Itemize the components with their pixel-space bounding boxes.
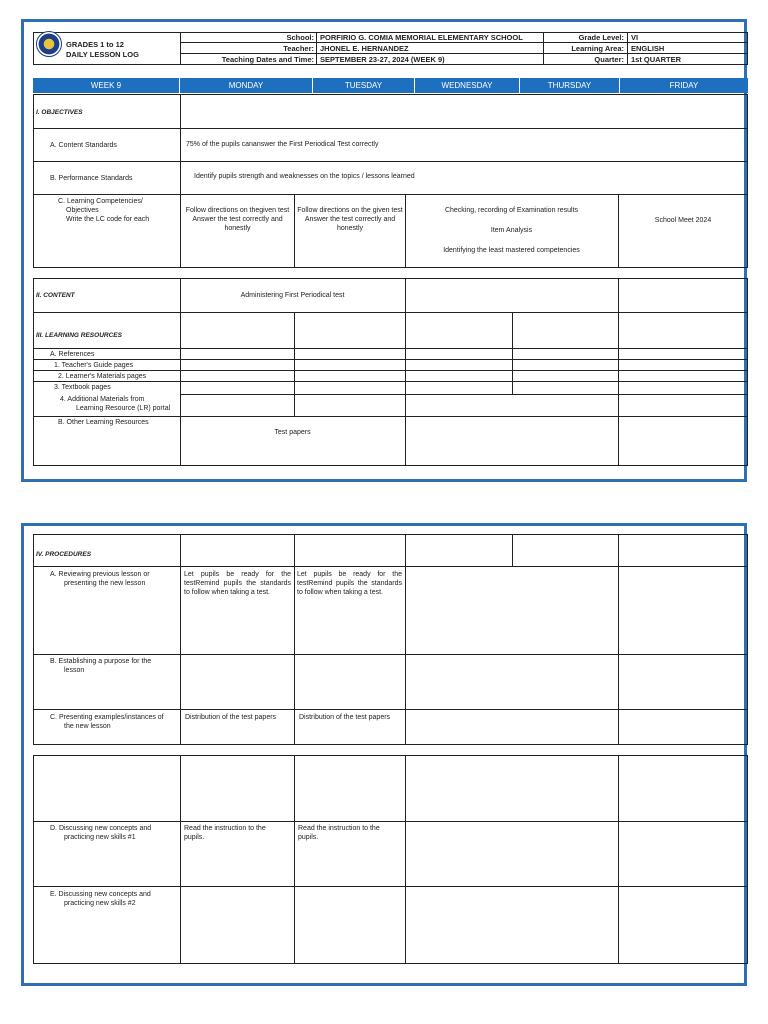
col-wednesday: WEDNESDAY: [415, 78, 520, 93]
area-label: Learning Area:: [571, 44, 624, 53]
performance-standards-value: Identify pupils strength and weaknesses on the topics / lessons learned: [194, 173, 415, 180]
comp-wednesday-2: Item Analysis: [490, 227, 533, 234]
lesson-log-page-1: [21, 19, 747, 482]
grade-label: Grade Level:: [578, 33, 624, 42]
purpose-label-2: lesson: [64, 667, 85, 674]
procedures-heading: IV. PROCEDURES: [36, 551, 92, 558]
resources-heading: III. LEARNING RESOURCES: [36, 332, 122, 339]
lesson-log-page-2: [21, 523, 747, 986]
presenting-label-1: C. Presenting examples/instances of: [50, 714, 164, 721]
discussing2-label-2: practicing new skills #2: [64, 900, 136, 907]
school-label: School:: [286, 33, 314, 42]
comp-wednesday-1: Checking, recording of Examination results: [444, 207, 579, 214]
deped-seal-icon: [36, 31, 62, 57]
tg-pages-label: 1. Teacher's Guide pages: [54, 362, 134, 369]
dates-value: SEPTEMBER 23-27, 2024 (WEEK 9): [320, 55, 445, 64]
content-value: Administering First Periodical test: [240, 292, 345, 299]
content-standards-value: 75% of the pupils cananswer the First Periodical Test correctly: [186, 141, 379, 148]
content-heading: II. CONTENT: [36, 292, 75, 299]
content-standards-label: A. Content Standards: [50, 142, 117, 149]
teacher-value: JHONEL E. HERNANDEZ: [320, 44, 409, 53]
reviewing-label-2: presenting the new lesson: [64, 580, 146, 587]
presenting-label-2: the new lesson: [64, 723, 111, 730]
school-value: PORFIRIO G. COMIA MEMORIAL ELEMENTARY SCHOOL: [320, 33, 523, 42]
comp-friday: School Meet 2024: [654, 217, 712, 224]
textbook-label: 3. Textbook pages: [54, 384, 111, 391]
title-line-1: GRADES 1 to 12: [66, 40, 124, 49]
competencies-label-1: C. Learning Competencies/: [58, 198, 143, 205]
presenting-tuesday: Distribution of the test papers: [299, 714, 391, 721]
competencies-label-3: Write the LC code for each: [66, 216, 150, 223]
discussing1-monday: Read the instruction to the pupils.: [184, 825, 266, 841]
quarter-value: 1st QUARTER: [631, 55, 682, 64]
comp-tuesday: Follow directions on the given test Answer the test correctly and honestly: [297, 207, 403, 232]
discussing1-tuesday: Read the instruction to the pupils.: [298, 825, 380, 841]
objectives-table: [33, 94, 748, 268]
reviewing-monday: Let pupils be ready for the testRemind pupils the standards to follow when taking a test.: [184, 571, 291, 596]
col-tuesday: TUESDAY: [313, 78, 415, 93]
day-header-row: [33, 78, 748, 93]
purpose-label-1: B. Establishing a purpose for the: [50, 658, 152, 665]
col-monday: MONDAY: [180, 78, 313, 93]
additional-materials-1: 4. Additional Materials from: [60, 396, 145, 403]
comp-monday: Follow directions on thegiven test Answer the test correctly and honestly: [185, 207, 290, 232]
discussing1-label-2: practicing new skills #1: [64, 834, 136, 841]
title-line-2: DAILY LESSON LOG: [66, 50, 139, 59]
reviewing-label-1: A. Reviewing previous lesson or: [50, 571, 150, 578]
discussing1-label-1: D. Discussing new concepts and: [50, 825, 152, 832]
discussing-table: [33, 755, 748, 964]
other-resources-label: B. Other Learning Resources: [58, 419, 149, 426]
other-resources-value: Test papers: [274, 429, 311, 436]
additional-materials-2: Learning Resource (LR) portal: [76, 405, 171, 412]
lm-pages-label: 2. Learner's Materials pages: [58, 373, 147, 380]
objectives-heading: I. OBJECTIVES: [36, 109, 83, 116]
dates-label: Teaching Dates and Time:: [221, 55, 314, 64]
grade-value: VI: [631, 33, 639, 42]
col-friday: FRIDAY: [669, 81, 699, 90]
teacher-label: Teacher:: [283, 44, 314, 53]
quarter-label: Quarter:: [594, 55, 624, 64]
presenting-monday: Distribution of the test papers: [185, 714, 277, 721]
reviewing-tuesday: Let pupils be ready for the testRemind pupils the standards to follow when taking a test.: [297, 571, 402, 596]
references-label: A. References: [50, 351, 95, 358]
competencies-label-2: Objectives: [66, 207, 99, 214]
performance-standards-label: B. Performance Standards: [50, 175, 133, 182]
col-week: WEEK 9: [33, 78, 180, 93]
area-value: ENGLISH: [631, 44, 665, 53]
col-thursday: THURSDAY: [520, 78, 620, 93]
discussing2-label-1: E. Discussing new concepts and: [50, 891, 151, 898]
comp-wednesday-3: Identifying the least mastered competencies: [443, 247, 580, 254]
